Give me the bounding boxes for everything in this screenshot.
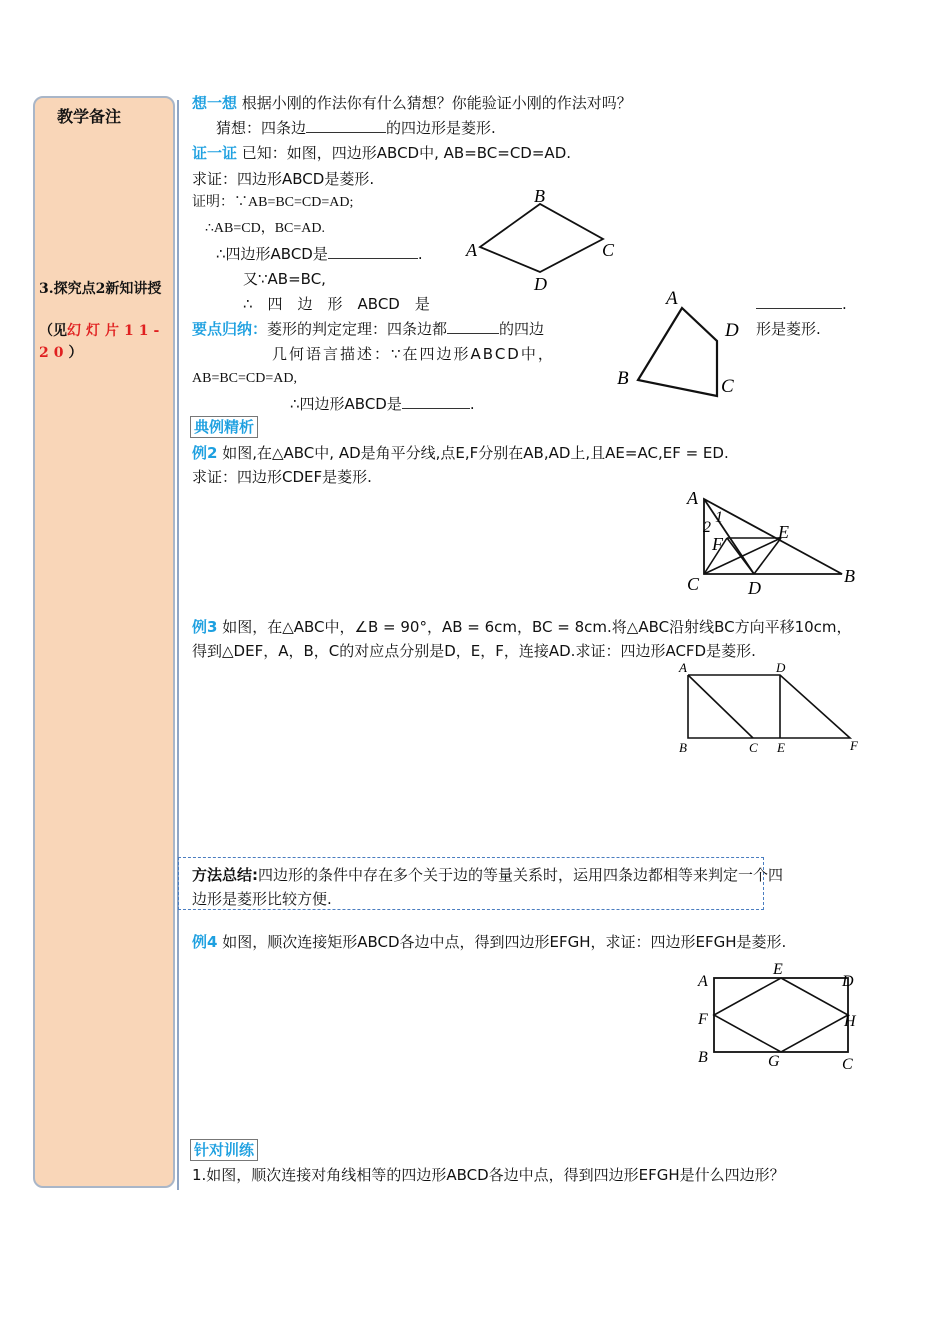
quad-label-b: B bbox=[617, 368, 629, 389]
ex2-angle-1: 1 bbox=[715, 509, 723, 526]
quad-label-a: A bbox=[666, 288, 678, 309]
keypoint-geo: 几何语言描述：∵在四边形ABCD中， bbox=[272, 345, 555, 363]
example2-figure bbox=[684, 484, 864, 599]
example4-figure bbox=[690, 958, 870, 1073]
ex4-label-b: B bbox=[698, 1049, 708, 1066]
method-summary-2: 边形是菱形比较方便. bbox=[192, 890, 332, 908]
sidebar-slide-ref: （见幻灯片11-20） bbox=[39, 323, 165, 361]
keypoint-conclusion: ∴四边形ABCD是 . bbox=[290, 395, 475, 413]
example4-text: 例4 如图，顺次连接矩形ABCD各边中点，得到四边形EFGH，求证：四边形EFGH是菱形. bbox=[192, 933, 787, 951]
ex2-label-c: C bbox=[687, 574, 700, 594]
proof-line-1: 证明：∵AB=BC=CD=AD; bbox=[192, 195, 354, 210]
example3-text-2: 得到△DEF，A，B，C的对应点分别是D，E，F，连接AD.求证：四边形ACFD是菱形. bbox=[192, 642, 756, 660]
ex4-label-c: C bbox=[842, 1056, 853, 1073]
ex4-label-g: G bbox=[768, 1053, 780, 1070]
example3-figure bbox=[674, 660, 864, 760]
ex4-label-e: E bbox=[773, 961, 783, 978]
example3-text-1: 例3 如图，在△ABC中，∠B = 90°，AB = 6cm，BC = 8cm.将△ABC沿射线BC方向平移10cm， bbox=[192, 618, 852, 636]
column-divider bbox=[177, 100, 179, 1190]
quadrilateral-figure bbox=[612, 284, 752, 404]
ex2-label-f: F bbox=[712, 534, 723, 554]
practice-label: 针对训练 bbox=[190, 1139, 258, 1161]
proof-line-2: ∴AB=CD，BC=AD. bbox=[205, 221, 325, 236]
ex4-label-f: F bbox=[698, 1011, 708, 1028]
proof-line-4: 又∵AB=BC, bbox=[243, 270, 326, 288]
rhombus-shape bbox=[480, 204, 603, 272]
ex3-label-a: A bbox=[679, 660, 687, 675]
proof-line-3: ∴四边形ABCD是 . bbox=[216, 245, 423, 263]
method-summary-1: 方法总结:四边形的条件中存在多个关于边的等量关系时，运用四条边都相等来判定一个四 bbox=[192, 866, 784, 884]
prove-to-prove: 求证：四边形ABCD是菱形. bbox=[192, 170, 375, 188]
rhombus-label-a: A bbox=[466, 240, 477, 260]
proof-line-5: ∴ 四 边 形 ABCD 是 bbox=[243, 295, 430, 313]
proof-line-5-tail: 形是菱形. bbox=[756, 320, 821, 338]
example2-text: 例2 如图,在△ABC中, AD是角平分线,点E,F分别在AB,AD上,且AE=AC,EF = ED. bbox=[192, 444, 729, 462]
ex3-label-b: B bbox=[679, 740, 687, 755]
ex2-label-b: B bbox=[844, 566, 855, 586]
rhombus-figure bbox=[460, 182, 620, 297]
ex3-label-f: F bbox=[850, 738, 858, 753]
ex2-label-a: A bbox=[687, 488, 698, 508]
ex3-label-d: D bbox=[776, 660, 786, 675]
sidebar-section: 3.探究点2新知讲授 bbox=[39, 281, 162, 297]
think-line: 想一想 根据小刚的作法你有什么猜想？你能验证小刚的作法对吗？ bbox=[192, 94, 632, 112]
rhombus-label-c: C bbox=[602, 240, 615, 260]
ex4-label-h: H bbox=[844, 1013, 856, 1030]
ex2-angle-2: 2 bbox=[703, 519, 711, 536]
keypoint-geo-2: AB=BC=CD=AD, bbox=[192, 371, 297, 386]
guess-line: 猜想：四条边 的四边形是菱形. bbox=[216, 119, 496, 137]
ex4-label-d: D bbox=[842, 973, 854, 990]
rhombus-label-b: B bbox=[534, 186, 545, 206]
prove-given: 证一证 已知：如图，四边形ABCD中, AB=BC=CD=AD. bbox=[192, 144, 572, 162]
quad-label-c: C bbox=[721, 376, 734, 397]
sidebar-title: 教学备注 bbox=[57, 107, 122, 126]
examples-label: 典例精析 bbox=[190, 416, 258, 438]
teaching-notes-sidebar bbox=[33, 96, 175, 1188]
quad-label-d: D bbox=[725, 320, 739, 341]
proof-line-5-end: . bbox=[756, 293, 847, 315]
rhombus-label-d: D bbox=[534, 274, 547, 294]
quadrilateral-shape bbox=[638, 308, 717, 396]
example2-prove: 求证：四边形CDEF是菱形. bbox=[192, 468, 372, 486]
ex3-label-c: C bbox=[749, 740, 758, 755]
keypoint-theorem: 要点归纳：菱形的判定定理：四条边都 的四边 bbox=[192, 320, 545, 338]
ex3-label-e: E bbox=[777, 740, 785, 755]
practice-question-1: 1.如图，顺次连接对角线相等的四边形ABCD各边中点，得到四边形EFGH是什么四边形？ bbox=[192, 1166, 785, 1184]
ex2-label-e: E bbox=[778, 522, 789, 542]
ex2-label-d: D bbox=[748, 578, 761, 598]
ex4-label-a: A bbox=[698, 973, 708, 990]
